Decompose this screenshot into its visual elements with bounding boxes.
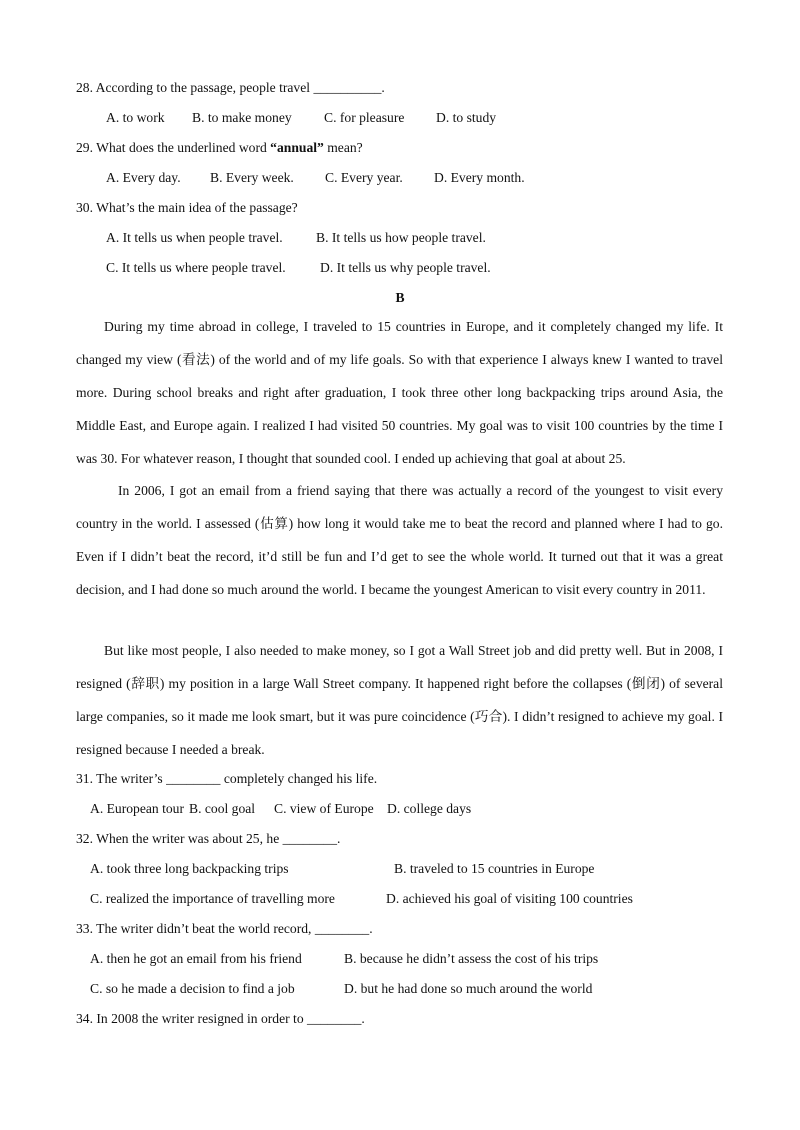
question-29-stem: [76, 140, 363, 156]
q30-option-d: D. It tells us why people travel.: [320, 260, 491, 275]
q30-option-a: A. It tells us when people travel.: [106, 230, 283, 245]
q31-option-c: C. view of Europe: [274, 801, 374, 816]
q29-stem-suffix: mean?: [323, 140, 363, 155]
q29-underlined-word: “annual”: [270, 140, 324, 155]
question-34-stem: 34. In 2008 the writer resigned in order to ________.: [76, 1011, 365, 1026]
q32-option-a: A. took three long backpacking trips: [90, 861, 289, 876]
paragraph-3-text: But like most people, I also needed to make money, so I got a Wall Street job and did pretty well. But in 2008, I resigned (辞职) my position in a large Wall Street company. It happened right before the collapses (倒闭) of several large companies, so it made me look smart, but it was pure coincidence (巧合). I didn’t resigned to achieve my goal. I resigned because I needed a break.: [76, 643, 723, 757]
question-28-stem: 28. According to the passage, people travel __________.: [76, 80, 385, 95]
q31-option-a: A. European tour: [90, 801, 184, 816]
q33-option-d: D. but he had done so much around the world: [344, 981, 593, 996]
q32-option-d: D. achieved his goal of visiting 100 countries: [386, 891, 633, 906]
q29-option-b: B. Every week.: [210, 170, 294, 185]
q31-option-b: B. cool goal: [189, 801, 256, 816]
q29-option-a: A. Every day.: [106, 170, 181, 185]
q32-option-b: B. traveled to 15 countries in Europe: [394, 861, 595, 876]
question-31-stem: 31. The writer’s ________ completely changed his life.: [76, 771, 378, 786]
q30-option-b: B. It tells us how people travel.: [316, 230, 486, 245]
q29-option-c: C. Every year.: [325, 170, 403, 185]
section-b-heading: B: [395, 290, 405, 305]
q28-option-c: C. for pleasure: [324, 110, 405, 125]
q28-option-b: B. to make money: [192, 110, 292, 125]
q28-option-d: D. to study: [436, 110, 497, 125]
passage-paragraph-2: [76, 474, 723, 606]
q31-option-d: D. college days: [387, 801, 472, 816]
q33-option-a: A. then he got an email from his friend: [90, 951, 302, 966]
question-32-stem: 32. When the writer was about 25, he ________.: [76, 831, 341, 846]
q32-option-c: C. realized the importance of travelling more: [90, 891, 335, 906]
passage-paragraph-3: [76, 634, 723, 766]
q33-option-c: C. so he made a decision to find a job: [90, 981, 295, 996]
q28-option-a: A. to work: [106, 110, 165, 125]
question-30-stem: 30. What’s the main idea of the passage?: [76, 200, 298, 215]
question-33-stem: 33. The writer didn’t beat the world record, ________.: [76, 921, 373, 936]
q29-stem-prefix: 29. What does the underlined word: [76, 140, 271, 155]
q29-option-d: D. Every month.: [434, 170, 525, 185]
q33-option-b: B. because he didn’t assess the cost of his trips: [344, 951, 599, 966]
q30-option-c: C. It tells us where people travel.: [106, 260, 286, 275]
passage-paragraph-1: [76, 310, 723, 475]
paragraph-2-text: In 2006, I got an email from a friend saying that there was actually a record of the youngest to visit every country in the world. I assessed (估算) how long it would take me to beat the record and planned where I had to go. Even if I didn’t beat the record, it’d still be fun and I’d get to see the whole world. It turned out that it was a great decision, and I had done so much around the world. I became the youngest American to visit every country in 2011.: [76, 483, 723, 597]
paragraph-1-text: During my time abroad in college, I traveled to 15 countries in Europe, and it completely changed my life. It changed my view (看法) of the world and of my life goals. So with that experience I always knew I wanted to travel more. During school breaks and right after graduation, I took three other long backpacking trips around Asia, the Middle East, and Europe again. I realized I had visited 50 countries. My goal was to visit 100 countries by the time I was 30. For whatever reason, I thought that sounded cool. I ended up achieving that goal at about 25.: [76, 319, 723, 466]
